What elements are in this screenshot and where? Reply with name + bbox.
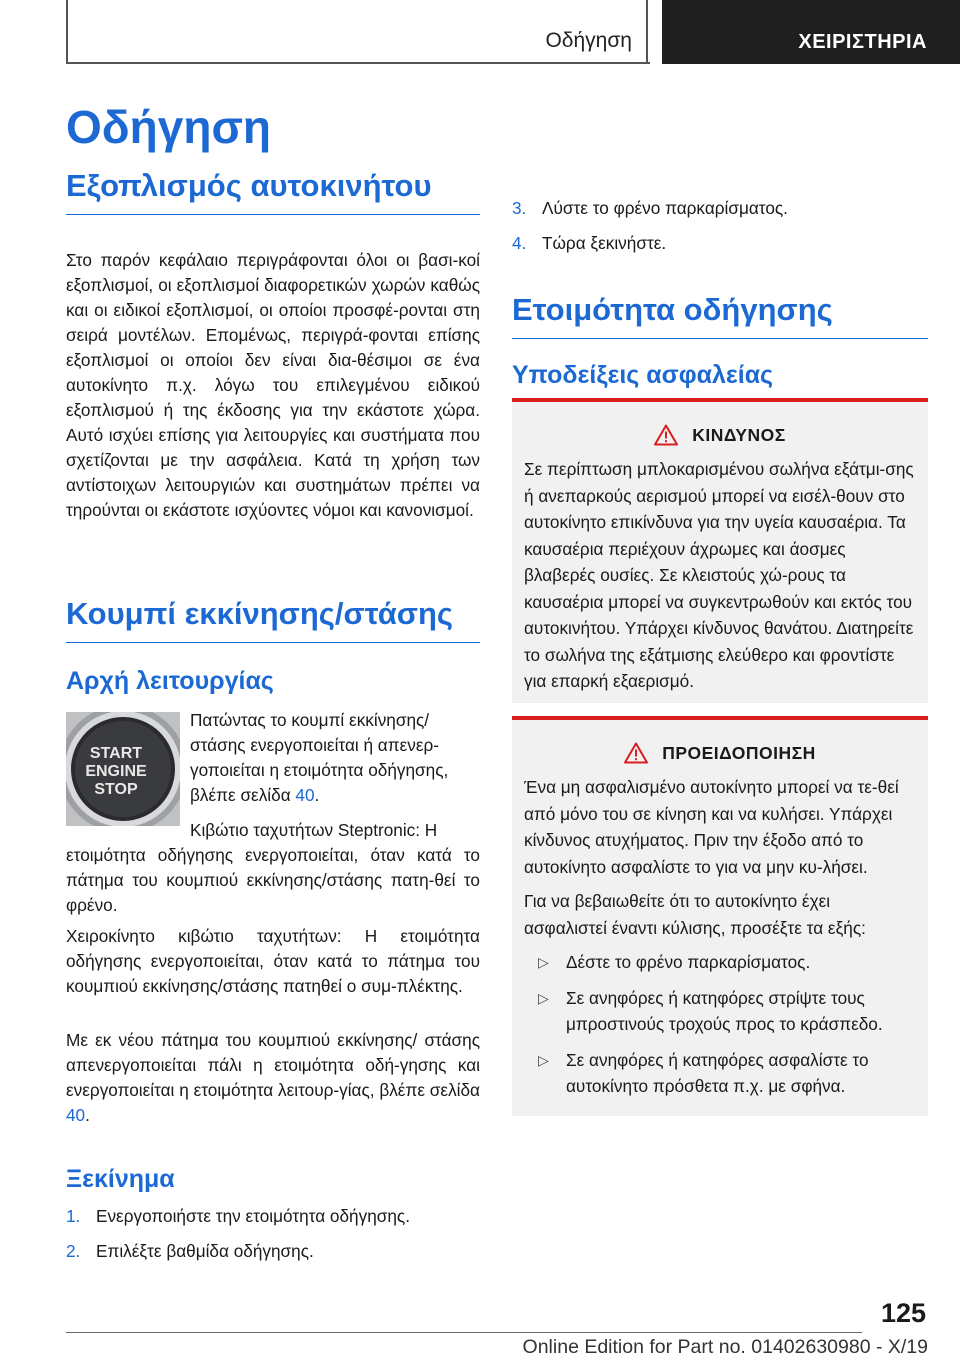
page-ref-suffix: . [314, 785, 320, 805]
warning-triangle-icon [654, 424, 678, 446]
page-link-40[interactable]: 40 [295, 785, 315, 805]
start-steps [66, 1204, 480, 1274]
danger-text: Σε περίπτωση μπλοκαρισμένου σωλήνα εξάτμι-σης ή ανεπαρκούς αερισμού μπορεί να εισέλ-θουν στο αυτοκίνητο επικίνδυνα για την υγεία καυσαέρια. Τα καυσαέρια περιέχουν άχρωμες και άοσμες βλαβερές ουσίες. Σε κλειστούς χώ-ρους τα καυσαέρια μπορεί να συγκεντρωθούν και εκτός του αυτοκινήτου. Υπάρχει κίνδυνος θανάτου. Διατηρείτε το σωλήνα της εξάτμισης ελεύθερο και φροντίστε για επαρκή εξαερισμό. [524, 459, 914, 691]
re-press-text [66, 1028, 480, 1128]
principle-line-4 [190, 783, 480, 808]
bullet-text: Δέστε το φρένο παρκαρίσματος. [566, 952, 811, 972]
list-item [66, 1204, 480, 1229]
bullet-triangle-icon: ▷ [538, 989, 549, 1006]
start-stop-button-image [66, 712, 180, 826]
danger-box [512, 398, 928, 703]
footer-edition: Online Edition for Part no. 01402630980 - X/19 [522, 1336, 928, 1358]
page-number: 125 [880, 1298, 926, 1328]
button-label-engine: ENGINE [85, 763, 147, 780]
re-press-suffix: . [85, 1105, 90, 1125]
page-header [0, 0, 960, 66]
button-label-stop: STOP [94, 781, 138, 798]
header-chapter: Οδήγηση [66, 0, 648, 62]
subheading-principle: Αρχή λειτουργίας [66, 667, 274, 695]
step-number: 1. [66, 1206, 81, 1226]
bullet-text: Σε ανηφόρες ή κατηφόρες ασφαλίστε το αυτοκίνητο πρόσθετα π.χ. με σφήνα. [566, 1049, 869, 1096]
heading-readiness: Ετοιμότητα οδήγησης [512, 292, 928, 339]
warning-bullets [524, 949, 916, 1100]
re-press-body: Με εκ νέου πάτημα του κουμπιού εκκίνησης/ στάσης απενεργοποιείται πάλι η ετοιμότητα οδή-γησης και ενεργοποιείται η ετοιμότητα λειτουρ-γίας, βλέπε σελίδα [66, 1030, 480, 1100]
step-number: 2. [66, 1241, 81, 1261]
warning-triangle-icon [624, 742, 648, 764]
warning-text-2: Για να βεβαιωθείτε ότι το αυτοκίνητο έχει ασφαλιστεί έναντι κύλισης, προσέξτε τα εξής: [524, 891, 866, 938]
list-item [524, 985, 916, 1038]
step-number: 3. [512, 198, 527, 218]
step-text: Ενεργοποιήστε την ετοιμότητα οδήγησης. [96, 1206, 410, 1226]
step-number: 4. [512, 233, 527, 253]
list-item [524, 949, 916, 976]
principle-line-2: στάσης ενεργοποιείται ή απενερ- [190, 735, 440, 755]
equipment-text: Στο παρόν κεφάλαιο περιγράφονται όλοι οι βασι-κοί εξοπλισμοί, οι εξοπλισμοί διαφορετικών χωρών καθώς και οι ειδικοί εξοπλισμοί, οι οποίοι προσφέ-ρονται στη σειρά μοντέλων. Επομένως, περιγρά-φονται επίσης εξοπλισμοί οι οποίοι δεν είναι δια-θέσιμοι σε ένα αυτοκίνητο π.χ. λόγω του επιλεγμένου ειδικού εξοπλισμού ή της έκδοσης για την εκάστοτε χώρα. Αυτό ισχύει επίσης για λειτουργίες και συστήματα που σχετίζονται με την ασφάλεια. Κατά τη χρήση των αντίστοιχων λειτουργιών και συστημάτων πρέπει να τηρούνται οι εκάστοτε ισχύοντες νόμοι και κανονισμοί. [66, 250, 480, 520]
page-ref-prefix: βλέπε σελίδα [190, 785, 296, 805]
bullet-triangle-icon: ▷ [538, 1051, 549, 1068]
principle-line-1: Πατώντας το κουμπί εκκίνησης/ [190, 710, 430, 730]
start-steps-continued [512, 196, 928, 266]
heading-start-stop: Κουμπί εκκίνησης/στάσης [66, 596, 480, 643]
list-item [66, 1239, 480, 1264]
subheading-start: Ξεκίνημα [66, 1165, 175, 1193]
page-link-40-b[interactable]: 40 [66, 1105, 86, 1125]
steptronic-text: ετοιμότητα οδήγησης ενεργοποιείται, όταν κατά το πάτημα του κουμπιού εκκίνησης/στάσης πατη-θεί το φρένο. [66, 845, 480, 915]
list-item [512, 196, 928, 221]
subheading-safety: Υποδείξεις ασφαλείας [512, 361, 774, 389]
step-text: Τώρα ξεκινήστε. [542, 233, 667, 253]
principle-text-wrapped [190, 708, 480, 808]
warning-box [512, 716, 928, 1116]
danger-title [524, 424, 916, 446]
steptronic-line-1: Κιβώτιο ταχυτήτων Steptronic: Η [190, 820, 438, 840]
header-section-tab: ΧΕΙΡΙΣΤΗΡΙΑ [662, 0, 960, 64]
bullet-triangle-icon: ▷ [538, 954, 549, 970]
step-text: Λύστε το φρένο παρκαρίσματος. [542, 198, 788, 218]
button-label-start: START [89, 745, 143, 762]
principle-line-3: γοποιείται η ετοιμότητα οδήγησης, [190, 760, 449, 780]
list-item [524, 1047, 916, 1100]
header-rule-bottom [66, 62, 650, 64]
bullet-text: Σε ανηφόρες ή κατηφόρες στρίψτε τους μπροστινούς τροχούς προς το κράσπεδο. [566, 987, 883, 1034]
manual-gearbox-text: Χειροκίνητο κιβώτιο ταχυτήτων: Η ετοιμότητα οδήγησης ενεργοποιείται, όταν κατά το πάτημα του κουμπιού εκκίνησης/στάσης πατηθεί ο συμ-πλέκτης. [66, 926, 480, 996]
warning-label: ΠΡΟΕΙΔΟΠΟΙΗΣΗ [662, 742, 816, 763]
warning-title [524, 742, 916, 764]
step-text: Επιλέξτε βαθμίδα οδήγησης. [96, 1241, 314, 1261]
footer-rule [66, 1332, 862, 1333]
list-item [512, 231, 928, 256]
warning-text-1: Ένα μη ασφαλισμένο αυτοκίνητο μπορεί να τε-θεί από μόνο του σε κίνηση και να κυλήσει. Υπάρχει κίνδυνος ατυχήματος. Πριν την έξοδο από το αυτοκίνητο ασφαλίστε το για να μην κυ-λήσει. [524, 777, 899, 877]
heading-equipment: Εξοπλισμός αυτοκινήτου [66, 168, 480, 215]
danger-label: ΚΙΝΔΥΝΟΣ [692, 424, 786, 445]
page-title: Οδήγηση [66, 101, 272, 153]
